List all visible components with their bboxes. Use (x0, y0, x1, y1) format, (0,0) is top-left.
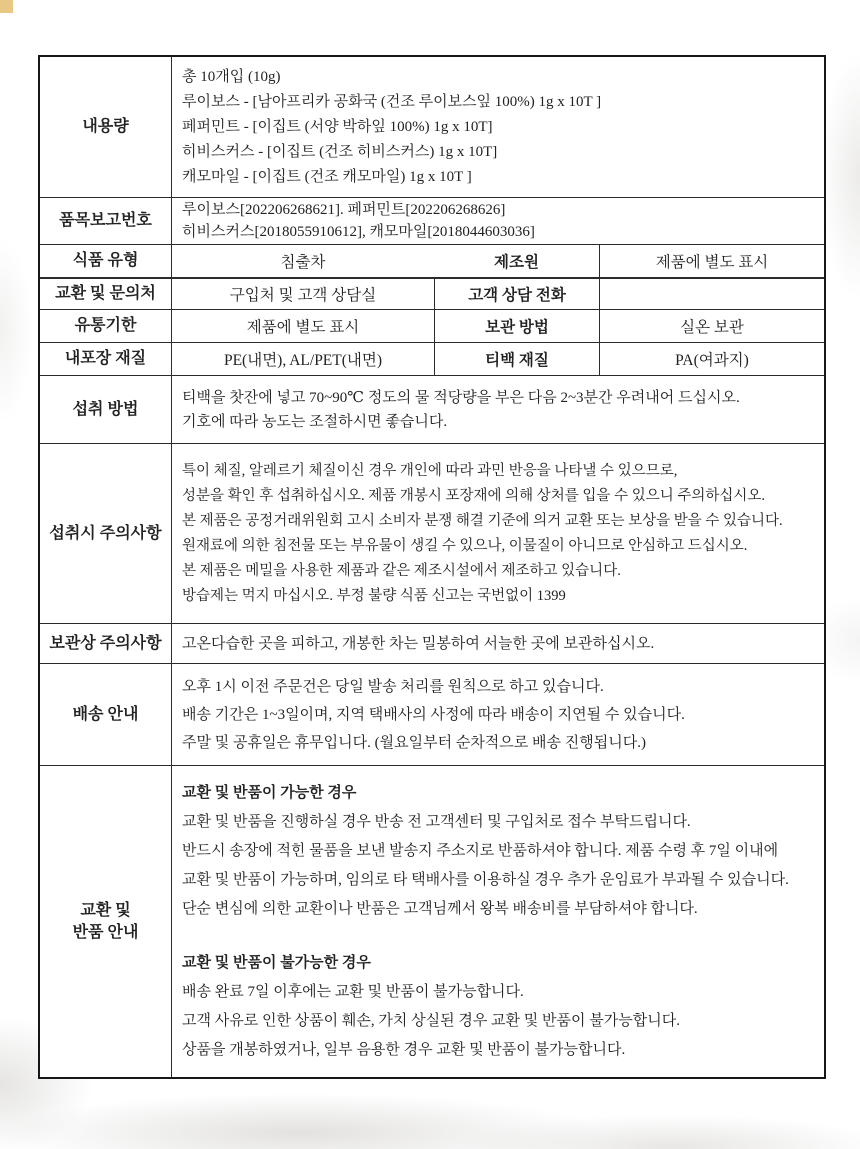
text-line: 교환 및 반품을 진행하실 경우 반송 전 고객센터 및 구입처로 접수 부탁드립니다. (182, 813, 691, 830)
table-row-food-type (40, 244, 824, 277)
text-line: 티백을 찻잔에 넣고 70~90℃ 정도의 물 적당량을 부은 다음 2~3분간 우려내어 드십시오. (182, 389, 740, 406)
contents-value (172, 57, 824, 197)
row-label-shipping (40, 664, 172, 765)
text-line: 오후 1시 이전 주문건은 당일 발송 처리를 원칙으로 하고 있습니다. (182, 678, 604, 695)
table-row-shipping (40, 663, 824, 765)
text-line: 방습제는 먹지 마십시오. 부정 불량 식품 신고는 국번없이 1399 (182, 587, 566, 604)
shipping-value (172, 664, 824, 765)
text-line: 페퍼민트 - [이집트 (서양 박하잎 100%) 1g x 10T] (182, 118, 493, 135)
text-line: 교환 및 반품이 가능하며, 임의로 타 택배사를 이용하실 경우 추가 운임료가 부과될 수 있습니다. (182, 871, 789, 888)
manufacturer-label: 제조원 (494, 254, 539, 271)
row-label-food-type (40, 245, 172, 277)
text-line: 배송 기간은 1~3일이며, 지역 택배사의 사정에 따라 배송이 지연될 수 있습니다. (182, 706, 685, 723)
section-title-returnable: 교환 및 반품이 가능한 경우 (182, 784, 357, 801)
text-line: 루이보스[202206268621]. 페퍼민트[202206268626] (182, 202, 506, 218)
text-line: 주말 및 공휴일은 휴무입니다. (월요일부터 순차적으로 배송 진행됩니다.) (182, 734, 646, 751)
row-label-precautions (40, 444, 172, 623)
row-label-packaging (40, 343, 172, 375)
text-line: 특이 체질, 알레르기 체질이신 경우 개인에 따라 과민 반응을 나타낼 수 있으므로, (182, 462, 678, 479)
storage-caution-value (172, 624, 824, 663)
text-line: 본 제품은 메밀을 사용한 제품과 같은 제조시설에서 제조하고 있습니다. (182, 562, 621, 579)
row-label-exchange-contact (40, 279, 172, 309)
row-label-storage-caution (40, 624, 172, 663)
how-to-drink-value (172, 376, 824, 443)
text-line: 총 10개입 (10g) (182, 68, 281, 85)
table-row-storage-caution (40, 623, 824, 663)
table-row-shelf-life (40, 309, 824, 342)
row-label-text: 교환 및 (80, 901, 131, 919)
text-line: 히비스커스 - [이집트 (건조 히비스커스) 1g x 10T] (182, 143, 498, 160)
table-row-how-to-drink (40, 375, 824, 443)
text-line: 고온다습한 곳을 피하고, 개봉한 차는 밀봉하여 서늘한 곳에 보관하십시오. (182, 635, 655, 652)
text-line: 히비스커스[2018055910612], 캐모마일[2018044603036] (182, 224, 535, 240)
row-label-report-number (40, 198, 172, 244)
table-row-contents (40, 57, 824, 197)
text-line: 캐모마일 - [이집트 (건조 캐모마일) 1g x 10T ] (182, 168, 472, 185)
row-label-text: 보관상 주의사항 (49, 634, 162, 652)
manufacturer-value: 제품에 별도 표시 (599, 245, 824, 277)
row-label-text: 섭취 방법 (72, 400, 139, 418)
text-line: 고객 사유로 인한 상품이 훼손, 가치 상실된 경우 교환 및 반품이 불가능합니다. (182, 1012, 680, 1029)
table-row-report-number (40, 197, 824, 244)
exchange-contact-value: 구입처 및 고객 상담실 (229, 287, 377, 304)
row-label-how-to-drink (40, 376, 172, 443)
row-label-text: 섭취시 주의사항 (49, 524, 162, 542)
packaging-material-value: PE(내면), AL/PET(내면) (223, 352, 383, 369)
text-line: 본 제품은 공정거래위원회 고시 소비자 분쟁 해결 기준에 의거 교환 또는 보상을 받을 수 있습니다. (182, 512, 783, 529)
row-label-text: 내용량 (82, 118, 129, 135)
text-line: 루이보스 - [남아프리카 공화국 (건조 루이보스잎 100%) 1g x 10T ] (182, 93, 602, 110)
row-label-text: 배송 안내 (72, 705, 139, 723)
table-row-precautions (40, 443, 824, 623)
row-label-text: 반품 안내 (72, 923, 139, 941)
row-label-text: 유통기한 (74, 317, 137, 334)
row-label-text: 내포장 재질 (64, 350, 147, 367)
text-line: 단순 변심에 의한 교환이나 반품은 고객님께서 왕복 배송비를 부담하셔야 합니다. (182, 900, 698, 917)
exchange-return-value (172, 766, 824, 1077)
report-number-value (172, 198, 824, 244)
row-label-contents (40, 57, 172, 197)
text-line: 배송 완료 7일 이후에는 교환 및 반품이 불가능합니다. (182, 983, 524, 1000)
corner-accent-square (0, 0, 13, 13)
product-info-table (38, 55, 826, 1079)
text-line: 원재료에 의한 침전물 또는 부유물이 생길 수 있으나, 이물질이 아니므로 안심하고 드십시오. (182, 537, 748, 554)
row-label-exchange-return (40, 766, 172, 1077)
row-label-text: 식품 유형 (72, 252, 139, 269)
table-row-exchange-contact (40, 277, 824, 309)
teabag-material-label: 티백 재질 (434, 343, 599, 375)
row-label-shelf-life (40, 310, 172, 342)
customer-service-phone-label: 고객 상담 전화 (434, 279, 599, 309)
precautions-value (172, 444, 824, 623)
text-line: 반드시 송장에 적힌 물품을 보낸 발송지 주소지로 반품하셔야 합니다. 제품 수령 후 7일 이내에 (182, 842, 779, 859)
shelf-life-value: 제품에 별도 표시 (246, 319, 360, 336)
storage-method-value: 실온 보관 (599, 310, 824, 342)
table-row-packaging (40, 342, 824, 375)
text-line: 상품을 개봉하였거나, 일부 음용한 경우 교환 및 반품이 불가능합니다. (182, 1041, 626, 1058)
row-label-text: 품목보고번호 (59, 212, 152, 229)
storage-method-label: 보관 방법 (434, 310, 599, 342)
text-line: 기호에 따라 농도는 조절하시면 좋습니다. (182, 413, 448, 430)
food-type-value: 침출차 (280, 254, 326, 271)
customer-service-phone-value (599, 279, 824, 309)
teabag-material-value: PA(여과지) (599, 343, 824, 375)
section-title-non-returnable: 교환 및 반품이 불가능한 경우 (182, 954, 371, 971)
text-line: 성분을 확인 후 섭취하십시오. 제품 개봉시 포장재에 의해 상처를 입을 수 있으니 주의하십시오. (182, 487, 766, 504)
table-row-exchange-return (40, 765, 824, 1077)
row-label-text: 교환 및 문의처 (55, 285, 156, 302)
